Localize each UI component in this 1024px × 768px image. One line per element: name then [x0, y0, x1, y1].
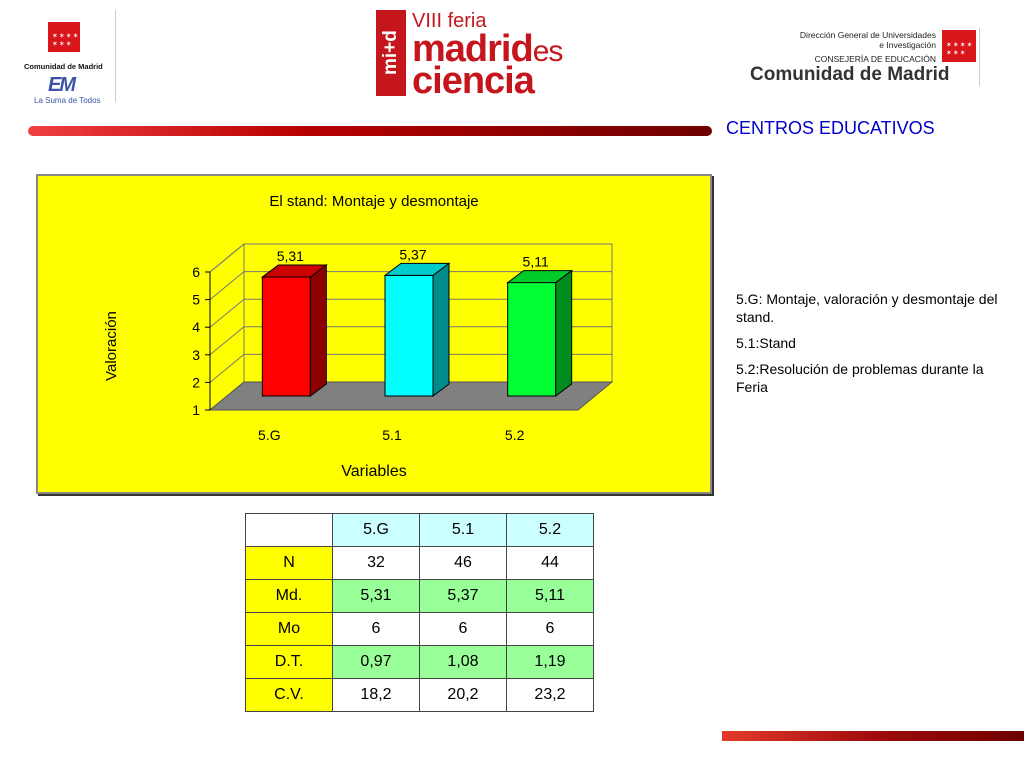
table-row [246, 646, 594, 679]
feria-madrid-es-ciencia-logo [376, 10, 572, 102]
chart-bar-side [310, 265, 326, 396]
chart-y-tick-label: 6 [192, 264, 200, 280]
chart-x-tick-label: 5.2 [504, 427, 525, 443]
chart-x-tick-label: 5.G [258, 427, 281, 443]
logo-right-separator [979, 28, 980, 86]
table-header-row [246, 514, 594, 547]
chart-bar-side [556, 271, 572, 396]
logo-right-line1: Dirección General de Universidades [799, 30, 936, 40]
table-cell: 5,37 [420, 580, 507, 613]
logo-center-line3: ciencia [412, 60, 534, 102]
table-cell: 23,2 [507, 679, 594, 712]
table-corner [246, 514, 333, 547]
chart-bar [385, 275, 433, 396]
chart-data-label: 5,11 [522, 253, 549, 270]
variable-notes [736, 290, 998, 404]
table-cell: 18,2 [333, 679, 420, 712]
logo-left-name: Comunidad de Madrid [24, 62, 103, 71]
table-cell: 6 [333, 613, 420, 646]
mid-badge: mi+d [376, 10, 406, 96]
table-row [246, 547, 594, 580]
note-51: 5.1:Stand [736, 335, 796, 351]
divider-bar-top [28, 126, 712, 136]
table-cell: 5,11 [507, 580, 594, 613]
table-row-header: C.V. [246, 679, 333, 712]
table-cell: 0,97 [333, 646, 420, 679]
chart-y-tick-label: 4 [192, 319, 200, 336]
table-cell: 1,19 [507, 646, 594, 679]
table-row-header: N [246, 547, 333, 580]
logo-left-tagline: La Suma de Todos [34, 96, 101, 105]
chart-data-label: 5,37 [399, 246, 427, 263]
chart-data-label: 5,31 [276, 248, 304, 265]
table-row-header: Mo [246, 613, 333, 646]
section-title: CENTROS EDUCATIVOS [726, 118, 935, 138]
chart-y-axis-label: Valoración [103, 311, 120, 381]
chart-bar [508, 283, 556, 396]
chart-y-tick-label: 3 [192, 346, 200, 363]
madrid-flag-icon: ✶✶✶✶ ✶✶✶ [48, 22, 80, 52]
bar-chart [38, 176, 710, 492]
chart-bar-side [433, 263, 449, 396]
logo-right-line3: CONSEJERÍA DE EDUCACIÓN [814, 54, 936, 64]
chart-y-tick-label: 1 [192, 402, 200, 418]
divider-bar-bottom [722, 731, 1024, 741]
em-logo-icon: EM [48, 74, 74, 96]
table-cell: 20,2 [420, 679, 507, 712]
table-cell: 5,31 [333, 580, 420, 613]
chart-bar [262, 277, 310, 396]
table-col-header: 5.1 [420, 514, 507, 547]
table-cell: 6 [420, 613, 507, 646]
statistics-table [245, 513, 594, 712]
logo-center-es: es [532, 35, 563, 68]
table-cell: 44 [507, 547, 594, 580]
table-row-header: Md. [246, 580, 333, 613]
note-52: 5.2:Resolución de problemas durante la Feria [736, 361, 984, 395]
comunidad-madrid-logo-left [20, 10, 120, 105]
table-col-header: 5.G [333, 514, 420, 547]
table-row [246, 613, 594, 646]
table-row-header: D.T. [246, 646, 333, 679]
table-cell: 1,08 [420, 646, 507, 679]
table-cell: 32 [333, 547, 420, 580]
logo-right-line2: e Investigación [879, 40, 936, 50]
logo-center-madrid: madrid [412, 28, 533, 70]
chart-y-tick-label: 5 [192, 291, 200, 308]
chart-title: El stand: Montaje y desmontaje [269, 193, 479, 210]
table-cell: 6 [507, 613, 594, 646]
logo-left-separator [115, 10, 116, 102]
table-row [246, 679, 594, 712]
table-row [246, 580, 594, 613]
table-col-header: 5.2 [507, 514, 594, 547]
madrid-flag-icon: ✶✶✶✶ ✶✶✶ [942, 30, 976, 62]
note-5g: 5.G: Montaje, valoración y desmontaje del stand. [736, 291, 998, 325]
chart-frame [36, 174, 712, 494]
chart-x-tick-label: 5.1 [382, 427, 402, 443]
table-cell: 46 [420, 547, 507, 580]
chart-side-wall [210, 244, 244, 410]
chart-y-tick-label: 2 [192, 374, 200, 391]
logo-right-line4: Comunidad de Madrid [750, 64, 950, 85]
comunidad-madrid-logo-right [748, 28, 980, 88]
logo-center-line1: VIII feria [412, 10, 487, 32]
chart-x-axis-label: Variables [341, 463, 407, 480]
